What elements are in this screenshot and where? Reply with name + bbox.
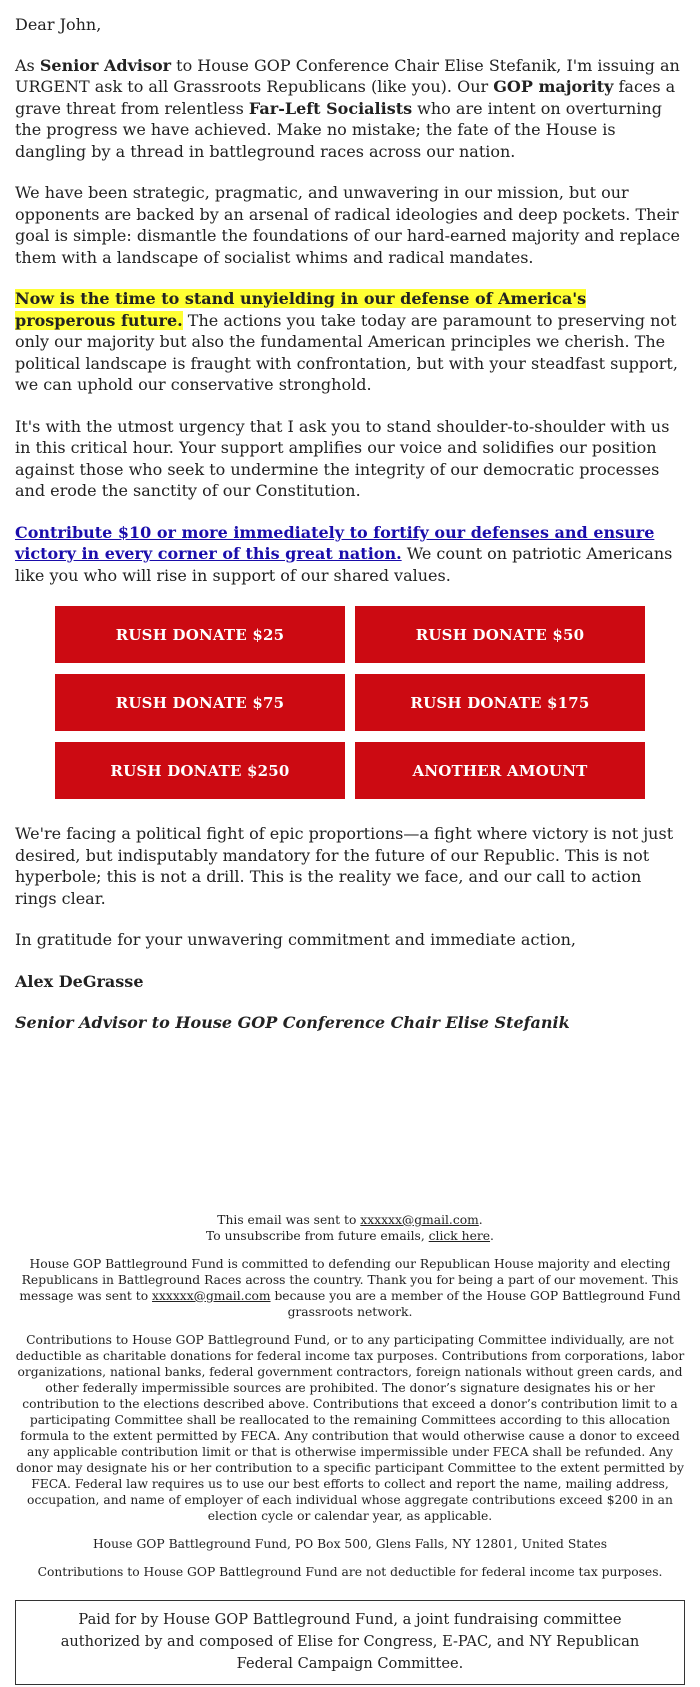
paragraph-strategy: We have been strategic, pragmatic, and unwavering in our mission, but our opponents are backed by an arsenal of radical ideologies and deep pockets. Their goal is simple: dismantle the foundations of our hard-earned majority and replace them with a landscape of socialist whims and radical mandates. [15, 183, 680, 267]
paragraph-fight: We're facing a political fight of epic proportions—a fight where victory is not just desired, but indisputably mandatory for the future of our Republic. This is not hyperbole; this is not a drill. This is the reality we face, and our call to action rings clear. [15, 824, 674, 908]
donate-250-button[interactable]: RUSH DONATE $250 [55, 742, 345, 799]
donate-another-amount-button[interactable]: ANOTHER AMOUNT [355, 742, 645, 799]
donate-75-button[interactable]: RUSH DONATE $75 [55, 674, 345, 731]
gop-majority-bold: GOP majority [493, 77, 614, 96]
recipient-email-link[interactable]: xxxxxx@gmail.com [360, 1212, 479, 1227]
paragraph-urgency: It's with the utmost urgency that I ask you to stand shoulder-to-shoulder with us in this critical hour. Your support amplifies our voice and solidifies our position against those who seek to undermine the integrity of our democratic processes and erode the sanctity of our Constitution. [15, 416, 670, 500]
paragraph-intro: As Senior Advisor to House GOP Conference Chair Elise Stefanik, I'm issuing an URGENT ask to all Grassroots Republicans (like you). Our GOP majority faces a grave threat from relentless Far-Left Socialists who are intent on overturning the progress we have achieved. Make no mistake; the fate of the House is dangling by a thread in battleground races across our nation. [15, 55, 680, 161]
signature-name: Alex DeGrasse [15, 971, 144, 991]
greeting: Dear John, [15, 15, 102, 34]
paragraph-now: Now is the time to stand unyielding in our defense of America's prosperous future. The actions you take today are paramount to preserving not only our majority but also the fundamental American principles we cherish. The political landscape is fraught with confrontation, but with your steadfast support, we can uphold our conservative stronghold. [15, 289, 678, 394]
email-footer [15, 1212, 685, 1685]
unsubscribe-link[interactable]: click here [428, 1228, 491, 1243]
commitment-notice: House GOP Battleground Fund is committed to defending our Republican House majority and electing Republicans in Battleground Races across the country. Thank you for being a part of our movement. This message was sent to xxxxxx@gmail.com because you are a member of the House GOP Battleground Fund grassroots network. [19, 1256, 681, 1319]
sent-to-notice: This email was sent to xxxxxx@gmail.com. To unsubscribe from future emails, click here. [206, 1212, 494, 1243]
donate-button-grid [55, 606, 685, 799]
contribute-link[interactable]: Contribute $10 or more immediately to fortify our defenses and ensure victory in every corner of this great nation. [15, 522, 655, 563]
far-left-bold: Far-Left Socialists [248, 98, 413, 118]
donate-25-button[interactable]: RUSH DONATE $25 [55, 606, 345, 663]
member-email-link[interactable]: xxxxxx@gmail.com [152, 1288, 271, 1303]
closing-line: In gratitude for your unwavering commitment and immediate action, [15, 930, 576, 949]
tax-deductibility-note: Contributions to House GOP Battleground Fund are not deductible for federal income tax purposes. [37, 1564, 663, 1579]
signature-title: Senior Advisor to House GOP Conference Chair Elise Stefanik [15, 1013, 570, 1032]
paragraph-contribute: Contribute $10 or more immediately to fortify our defenses and ensure victory in every corner of this great nation. We count on patriotic Americans like you who will rise in support of our shared values. [15, 522, 673, 585]
letter-content [15, 14, 685, 1034]
paid-for-disclaimer: Paid for by House GOP Battleground Fund, a joint fundraising committee authorized by and composed of Elise for Congress, E-PAC, and NY Republican Federal Campaign Committee. [15, 1600, 685, 1685]
highlighted-statement: Now is the time to stand unyielding in our defense of America's prosperous future. [15, 289, 587, 330]
donate-50-button[interactable]: RUSH DONATE $50 [355, 606, 645, 663]
senior-advisor-bold: Senior Advisor [39, 55, 172, 75]
mailing-address: House GOP Battleground Fund, PO Box 500, Glens Falls, NY 12801, United States [92, 1536, 608, 1551]
donate-175-button[interactable]: RUSH DONATE $175 [355, 674, 645, 731]
legal-disclaimer: Contributions to House GOP Battleground Fund, or to any participating Committee individually, are not deductible as charitable donations for federal income tax purposes. Contributions from corporations, labor organizations, national banks, federal government contractors, foreign nationals without green cards, and other federally impermissible sources are prohibited. The donor’s signature designates his or her contribution to the elections described above. Contributions that exceed a donor’s contribution limit to a participating Committee shall be reallocated to the remaining Committees according to this allocation formula to the extent permitted by FECA. Any contribution that would otherwise cause a donor to exceed any applicable contribution limit or that is otherwise impermissible under FECA shall be refunded. Any donor may designate his or her contribution to a specific participant Committee to the extent permitted by FECA. Federal law requires us to use our best efforts to collect and report the name, mailing address, occupation, and name of employer of each individual whose aggregate contributions exceed $200 in an election cycle or calendar year, as applicable. [15, 1332, 685, 1523]
